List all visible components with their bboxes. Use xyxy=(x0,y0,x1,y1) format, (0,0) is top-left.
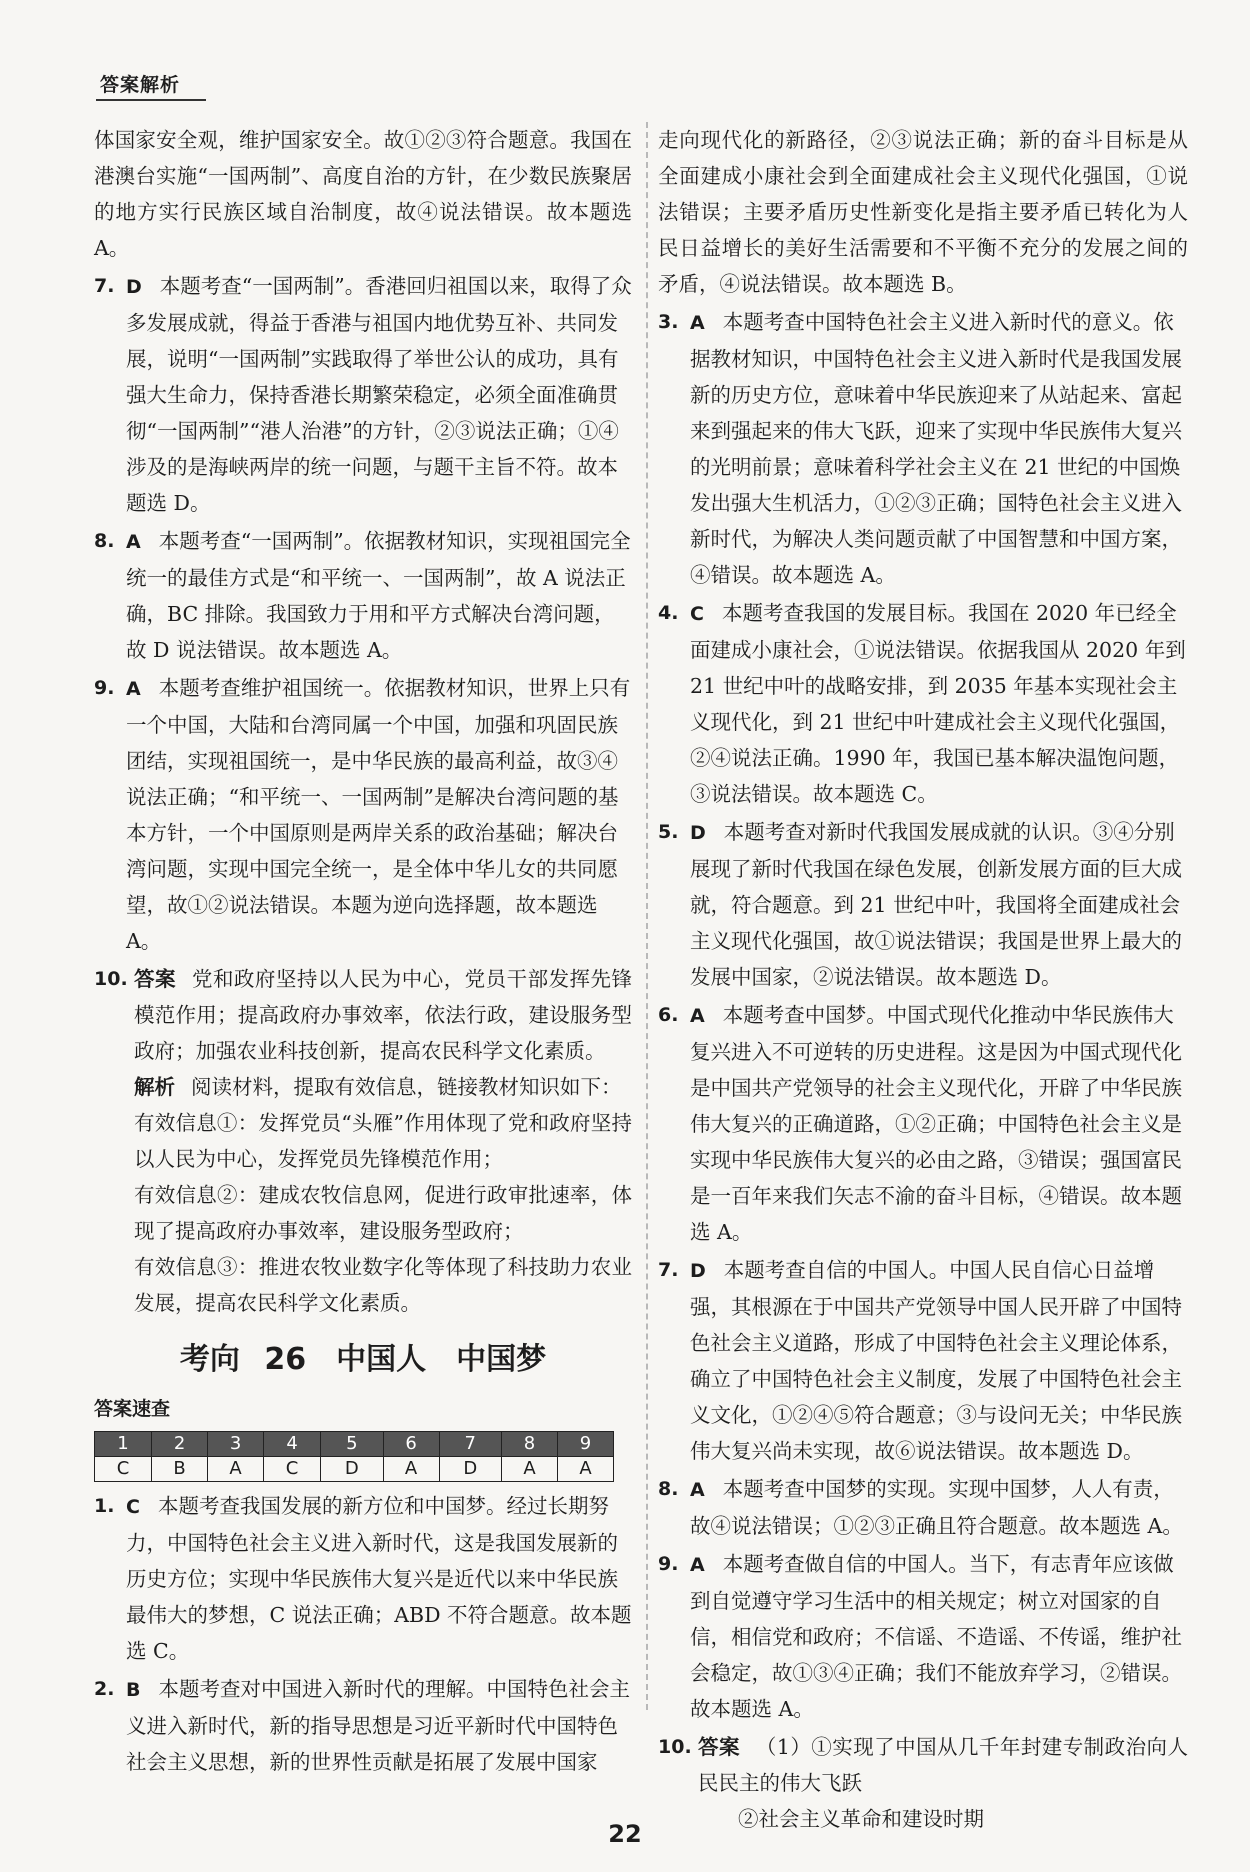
answer-item-7 xyxy=(658,1252,1188,1469)
analysis-label: 解析 xyxy=(134,1075,175,1099)
table-cell: 8 xyxy=(502,1432,558,1457)
answer-table xyxy=(94,1431,614,1482)
item-number: 1. xyxy=(94,1495,115,1517)
table-cell: A xyxy=(502,1457,558,1482)
answer-item-4 xyxy=(658,595,1188,812)
table-cell: 3 xyxy=(208,1432,264,1457)
item-number: 5. xyxy=(658,821,679,843)
answer-item-3 xyxy=(658,304,1188,593)
table-cell: B xyxy=(152,1457,208,1482)
item-number: 3. xyxy=(658,311,679,333)
table-cell: 5 xyxy=(321,1432,383,1457)
item-number: 9. xyxy=(658,1553,679,1575)
table-cell: 2 xyxy=(152,1432,208,1457)
answer-item-9 xyxy=(658,1546,1188,1727)
item-explanation: 本题考查“一国两制”。依据教材知识，实现祖国完全统一的最佳方式是“和平统一、一国两制”，故 A 说法正确，BC 排除。我国致力于用和平方式解决台湾问题，故 D 说法错误。故本题选 A。 xyxy=(126,529,631,662)
item-body xyxy=(690,1258,1182,1463)
item-explanation: 本题考查中国梦。中国式现代化推动中华民族伟大复兴进入不可逆转的历史进程。这是因为中国式现代化是中国共产党领导的社会主义现代化，开辟了中华民族伟大复兴的正确道路，①②正确；中国特色社会主义是实现中华民族伟大复兴的必由之路，③错误；强国富民是一百年来我们矢志不渝的奋斗目标，④错误。故本题选 A。 xyxy=(690,1003,1182,1244)
answer-table-number-row xyxy=(95,1432,614,1457)
answer-item-7 xyxy=(94,268,632,521)
item-body xyxy=(690,820,1182,989)
item-number: 6. xyxy=(658,1004,679,1026)
answer-item-1 xyxy=(94,1488,632,1669)
item-body xyxy=(690,1003,1182,1244)
item-number: 7. xyxy=(658,1259,679,1281)
analysis-point: 有效信息②：建成农牧信息网，促进行政审批速率，体现了提高政府办事效率，建设服务型政府； xyxy=(134,1183,632,1243)
item-explanation: 本题考查对中国进入新时代的理解。中国特色社会主义进入新时代，新的指导思想是习近平新时代中国特色社会主义思想，新的世界性贡献是拓展了发展中国家 xyxy=(126,1677,630,1774)
right-column xyxy=(658,122,1188,1839)
item-answer xyxy=(134,961,632,1069)
table-cell: D xyxy=(321,1457,383,1482)
item-explanation: 本题考查对新时代我国发展成就的认识。③④分别展现了新时代我国在绿色发展，创新发展方面的巨大成就，符合题意。到 21 世纪中叶，我国将全面建成社会主义现代化强国，故①说法错误；我国是世界上最大的发展中国家，②说法错误。故本题选 D。 xyxy=(690,820,1182,989)
left-column xyxy=(94,122,632,1782)
answer-item-8 xyxy=(94,523,632,668)
item-body xyxy=(126,1494,632,1663)
continued-text: 走向现代化的新路径，②③说法正确；新的奋斗目标是从全面建成小康社会到全面建成社会主义现代化强国，①说法错误；主要矛盾历史性新变化是指主要矛盾已转化为人民日益增长的美好生活需要和不平衡不充分的发展之间的矛盾，④说法错误。故本题选 B。 xyxy=(658,128,1188,296)
item-answer-key: D xyxy=(690,1260,706,1282)
item-explanation: 本题考查自信的中国人。中国人民自信心日益增强，其根源在于中国共产党领导中国人民开辟了中国特色社会主义道路，形成了中国特色社会主义理论体系，确立了中国特色社会主义制度，发展了中国特色社会主义文化，①②④⑤符合题意；③与设问无关；中华民族伟大复兴尚未实现，故⑥说法错误。故本题选 D。 xyxy=(690,1258,1182,1463)
continued-text: 体国家安全观，维护国家安全。故①②③符合题意。我国在港澳台实施“一国两制”、高度自治的方针，在少数民族聚居的地方实行民族区域自治制度，故④说法错误。故本题选 A。 xyxy=(94,128,632,260)
answer-item-8 xyxy=(658,1471,1188,1544)
item-body xyxy=(690,1477,1183,1538)
item-body xyxy=(690,1552,1182,1721)
answer-item-9 xyxy=(94,670,632,959)
item-answer-key: A xyxy=(690,1554,705,1576)
table-cell: C xyxy=(95,1457,152,1482)
item-answer-key: C xyxy=(690,603,704,625)
item-answer-key: D xyxy=(690,822,706,844)
item-number: 10. xyxy=(658,1736,692,1758)
item-explanation: 本题考查我国的发展目标。我国在 2020 年已经全面建成小康社会，①说法错误。依据我国从 2020 年到 21 世纪中叶的战略安排，到 2035 年基本实现社会主义现代化，到 21 世纪中叶建成社会主义现代化强国，②④说法正确。1990 年，我国已基本解决温饱问题，③说法错误。故本题选 C。 xyxy=(690,601,1186,806)
table-cell: C xyxy=(264,1457,321,1482)
item-number: 2. xyxy=(94,1678,115,1700)
item-answer xyxy=(698,1729,1188,1801)
item-body xyxy=(126,274,632,515)
item-answer-key: A xyxy=(690,312,705,334)
item-answer-key: A xyxy=(126,531,141,553)
item-number: 10. xyxy=(94,968,128,990)
answer-text: 党和政府坚持以人民为中心，党员干部发挥先锋模范作用；提高政府办事效率，依法行政，建设服务型政府；加强农业科技创新，提高农民科学文化素质。 xyxy=(134,967,633,1063)
item-analysis xyxy=(134,1069,632,1105)
answer-item-5 xyxy=(658,814,1188,995)
item-number: 8. xyxy=(94,530,115,552)
item-answer-key: A xyxy=(690,1479,705,1501)
table-cell: 9 xyxy=(557,1432,613,1457)
table-cell: A xyxy=(383,1457,439,1482)
quick-answer-label: 答案速查 xyxy=(94,1398,171,1420)
item-answer-key: D xyxy=(126,276,142,298)
section-title: 考向 26 中国人 中国梦 xyxy=(179,1342,547,1377)
answer-sub-line: ②社会主义革命和建设时期 xyxy=(738,1807,984,1831)
table-cell: 6 xyxy=(383,1432,439,1457)
answer-text: （1）①实现了中国从几千年封建专制政治向人民民主的伟大飞跃 xyxy=(698,1735,1188,1795)
answer-label: 答案 xyxy=(698,1735,740,1759)
answer-item-6 xyxy=(658,997,1188,1250)
item-answer-key: A xyxy=(690,1005,705,1027)
table-cell: 1 xyxy=(95,1432,152,1457)
table-cell: A xyxy=(557,1457,613,1482)
analysis-point: 有效信息③：推进农牧业数字化等体现了科技助力农业发展，提高农民科学文化素质。 xyxy=(134,1255,632,1315)
table-cell: D xyxy=(439,1457,501,1482)
item-answer-key: A xyxy=(126,678,141,700)
analysis-point: 有效信息①：发挥党员“头雁”作用体现了党和政府坚持以人民为中心，发挥党员先锋模范作用； xyxy=(134,1111,632,1171)
answer-item-10 xyxy=(94,961,632,1321)
page-header-title: 答案解析 xyxy=(100,74,181,96)
item-number: 8. xyxy=(658,1478,679,1500)
item-explanation: 本题考查维护祖国统一。依据教材知识，世界上只有一个中国，大陆和台湾同属一个中国，加强和巩固民族团结，实现祖国统一，是中华民族的最高利益，故③④说法正确；“和平统一、一国两制”是解决台湾问题的基本方针，一个中国原则是两岸关系的政治基础；解决台湾问题，实现中国完全统一，是全体中华儿女的共同愿望，故①②说法错误。本题为逆向选择题，故本题选 A。 xyxy=(126,676,631,953)
item-number: 7. xyxy=(94,275,115,297)
item-explanation: 本题考查做自信的中国人。当下，有志青年应该做到自觉遵守学习生活中的相关规定；树立对国家的自信，相信党和政府；不信谣、不造谣、不传谣，维护社会稳定，故①③④正确；我们不能放弃学习，②错误。故本题选 A。 xyxy=(690,1552,1182,1721)
item-explanation: 本题考查中国特色社会主义进入新时代的意义。依据教材知识，中国特色社会主义进入新时代是我国发展新的历史方位，意味着中华民族迎来了从站起来、富起来到强起来的伟大飞跃，迎来了实现中华民族伟大复兴的光明前景；意味着科学社会主义在 21 世纪的中国焕发出强大生机活力，①②③正确；国特色社会主义进入新时代，为解决人类问题贡献了中国智慧和中国方案，④错误。故本题选 A。 xyxy=(690,310,1182,587)
answer-item-2 xyxy=(94,1671,632,1780)
item-answer-key: B xyxy=(126,1679,141,1701)
item-explanation: 本题考查“一国两制”。香港回归祖国以来，取得了众多发展成就，得益于香港与祖国内地优势互补、共同发展，说明“一国两制”实践取得了举世公认的成功，具有强大生命力，保持香港长期繁荣稳定，必须全面准确贯彻“一国两制”“港人治港”的方针，②③说法正确；①④涉及的是海峡两岸的统一问题，与题干主旨不符。故本题选 D。 xyxy=(126,274,632,515)
table-cell: 4 xyxy=(264,1432,321,1457)
item-body xyxy=(690,310,1182,587)
item-number: 4. xyxy=(658,602,679,624)
item-body xyxy=(690,601,1186,806)
answer-table-answer-row xyxy=(95,1457,614,1482)
item-answer-key: C xyxy=(126,1496,140,1518)
analysis-intro: 阅读材料，提取有效信息，链接教材知识如下： xyxy=(191,1075,622,1099)
item-body xyxy=(126,1677,630,1774)
answer-label: 答案 xyxy=(134,967,176,991)
item-explanation: 本题考查我国发展的新方位和中国梦。经过长期努力，中国特色社会主义进入新时代，这是我国发展新的历史方位；实现中华民族伟大复兴是近代以来中华民族最伟大的梦想，C 说法正确；ABD 不符合题意。故本题选 C。 xyxy=(126,1494,632,1663)
table-cell: 7 xyxy=(439,1432,501,1457)
item-explanation: 本题考查中国梦的实现。实现中国梦，人人有责，故④说法错误；①②③正确且符合题意。故本题选 A。 xyxy=(690,1477,1183,1538)
item-body xyxy=(126,676,630,953)
table-cell: A xyxy=(208,1457,264,1482)
page-number: 22 xyxy=(608,1820,642,1848)
item-body xyxy=(126,529,631,662)
column-divider xyxy=(646,122,648,1710)
item-number: 9. xyxy=(94,677,115,699)
header-underline xyxy=(96,99,206,101)
